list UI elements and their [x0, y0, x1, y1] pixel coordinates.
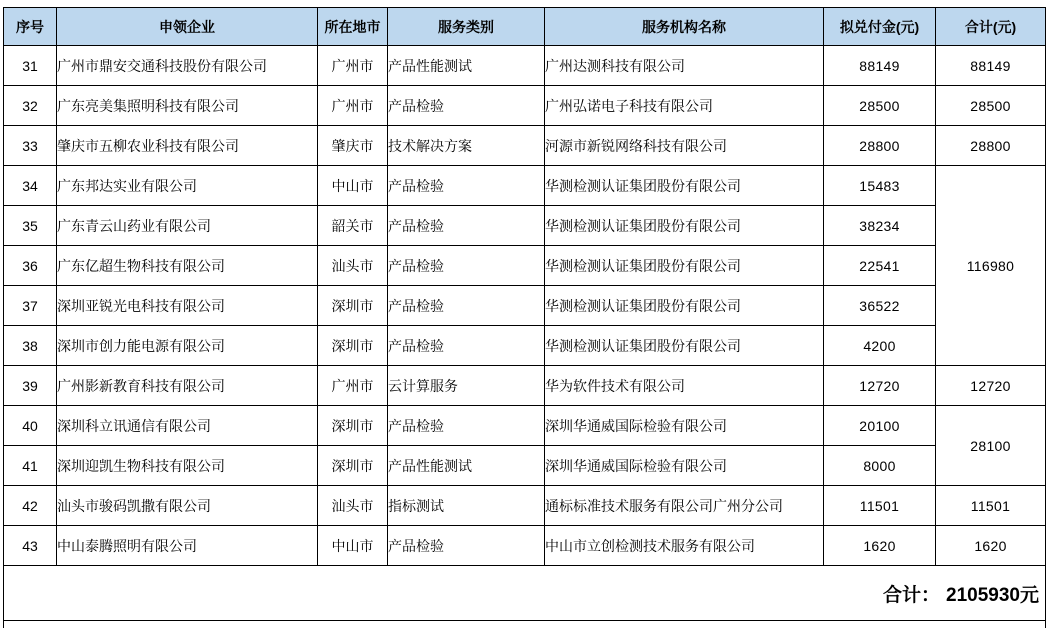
cell-org: 华测检测认证集团股份有限公司: [545, 206, 824, 246]
cell-amount: 1620: [824, 526, 936, 566]
cell-company: 广州影新教育科技有限公司: [57, 366, 318, 406]
cell-total: 11501: [936, 486, 1046, 526]
table-row: [4, 86, 1046, 126]
header-amount: 拟兑付金(元): [824, 8, 936, 46]
cell-org: 华测检测认证集团股份有限公司: [545, 246, 824, 286]
cell-total: 12720: [936, 366, 1046, 406]
header-city: 所在地市: [318, 8, 388, 46]
table-row: [4, 326, 1046, 366]
table-row: [4, 126, 1046, 166]
cell-city: 深圳市: [318, 286, 388, 326]
cell-service: 产品检验: [388, 526, 545, 566]
cell-company: 深圳亚锐光电科技有限公司: [57, 286, 318, 326]
cell-org: 华测检测认证集团股份有限公司: [545, 166, 824, 206]
cell-company: 广东青云山药业有限公司: [57, 206, 318, 246]
cell-no: 39: [4, 366, 57, 406]
cell-no: 35: [4, 206, 57, 246]
cell-company: 广东邦达实业有限公司: [57, 166, 318, 206]
header-no: 序号: [4, 8, 57, 46]
header-row: [4, 8, 1046, 46]
cell-org: 深圳华通威国际检验有限公司: [545, 446, 824, 486]
cell-no: 41: [4, 446, 57, 486]
cell-company: 广州市鼎安交通科技股份有限公司: [57, 46, 318, 86]
cell-company: 汕头市骏码凯撒有限公司: [57, 486, 318, 526]
table-row: [4, 526, 1046, 566]
cell-service: 产品检验: [388, 286, 545, 326]
cell-service: 产品检验: [388, 246, 545, 286]
cell-amount: 88149: [824, 46, 936, 86]
table-row: [4, 406, 1046, 446]
cell-total: 1620: [936, 526, 1046, 566]
cell-city: 深圳市: [318, 326, 388, 366]
cell-company: 深圳市创力能电源有限公司: [57, 326, 318, 366]
cell-org: 华测检测认证集团股份有限公司: [545, 326, 824, 366]
table-row: [4, 366, 1046, 406]
header-org: 服务机构名称: [545, 8, 824, 46]
cell-company: 深圳迎凯生物科技有限公司: [57, 446, 318, 486]
cell-amount: 11501: [824, 486, 936, 526]
grand-total-row: [4, 566, 1046, 621]
cell-org: 河源市新锐网络科技有限公司: [545, 126, 824, 166]
cell-amount: 15483: [824, 166, 936, 206]
cell-org: 广州弘诺电子科技有限公司: [545, 86, 824, 126]
table-row: [4, 166, 1046, 206]
cell-city: 肇庆市: [318, 126, 388, 166]
cell-city: 汕头市: [318, 246, 388, 286]
cell-no: 38: [4, 326, 57, 366]
table-row: [4, 446, 1046, 486]
table-row: [4, 286, 1046, 326]
cell-total: 88149: [936, 46, 1046, 86]
cell-no: 33: [4, 126, 57, 166]
cell-company: 中山泰腾照明有限公司: [57, 526, 318, 566]
cell-company: 肇庆市五柳农业科技有限公司: [57, 126, 318, 166]
table-row: [4, 206, 1046, 246]
cell-city: 广州市: [318, 46, 388, 86]
cell-service: 产品性能测试: [388, 446, 545, 486]
cell-org: 中山市立创检测技术服务有限公司: [545, 526, 824, 566]
cell-no: 32: [4, 86, 57, 126]
cell-city: 韶关市: [318, 206, 388, 246]
cell-total: 28800: [936, 126, 1046, 166]
grand-total-cell: [4, 566, 1046, 621]
grand-total-label: 合计：: [883, 584, 941, 606]
cell-city: 汕头市: [318, 486, 388, 526]
cell-no: 34: [4, 166, 57, 206]
cell-amount: 12720: [824, 366, 936, 406]
cell-amount: 4200: [824, 326, 936, 366]
cell-service: 指标测试: [388, 486, 545, 526]
table-row: [4, 486, 1046, 526]
cell-service: 产品检验: [388, 86, 545, 126]
cell-amount: 28500: [824, 86, 936, 126]
cell-amount: 36522: [824, 286, 936, 326]
cell-city: 中山市: [318, 526, 388, 566]
cell-service: 产品检验: [388, 166, 545, 206]
cell-company: 广东亿超生物科技有限公司: [57, 246, 318, 286]
header-service: 服务类别: [388, 8, 545, 46]
cell-total-merged: 116980: [936, 166, 1046, 366]
cutoff-row: [4, 621, 1046, 628]
cell-org: 广州达测科技有限公司: [545, 46, 824, 86]
cell-city: 中山市: [318, 166, 388, 206]
table-row: [4, 246, 1046, 286]
cell-no: 43: [4, 526, 57, 566]
cell-amount: 20100: [824, 406, 936, 446]
cell-city: 广州市: [318, 86, 388, 126]
cell-service: 产品检验: [388, 326, 545, 366]
voucher-redemption-table: [3, 7, 1046, 628]
cell-city: 深圳市: [318, 406, 388, 446]
cell-amount: 28800: [824, 126, 936, 166]
cell-total-merged: 28100: [936, 406, 1046, 486]
cell-company: 广东亮美集照明科技有限公司: [57, 86, 318, 126]
cell-no: 37: [4, 286, 57, 326]
table-header: [4, 8, 1046, 46]
grand-total-value: 2105930元: [946, 584, 1039, 606]
cell-city: 广州市: [318, 366, 388, 406]
table-row: [4, 46, 1046, 86]
cell-amount: 22541: [824, 246, 936, 286]
cell-org: 华为软件技术有限公司: [545, 366, 824, 406]
cell-no: 42: [4, 486, 57, 526]
cell-city: 深圳市: [318, 446, 388, 486]
cell-service: 产品性能测试: [388, 46, 545, 86]
cell-org: 通标标准技术服务有限公司广州分公司: [545, 486, 824, 526]
cell-no: 36: [4, 246, 57, 286]
header-company: 申领企业: [57, 8, 318, 46]
cell-org: 深圳华通威国际检验有限公司: [545, 406, 824, 446]
table-body: [4, 46, 1046, 628]
cell-no: 40: [4, 406, 57, 446]
cell-service: 云计算服务: [388, 366, 545, 406]
cell-org: 华测检测认证集团股份有限公司: [545, 286, 824, 326]
cell-service: 产品检验: [388, 406, 545, 446]
header-total: 合计(元): [936, 8, 1046, 46]
cell-total: 28500: [936, 86, 1046, 126]
cell-amount: 38234: [824, 206, 936, 246]
cell-service: 产品检验: [388, 206, 545, 246]
cell-no: 31: [4, 46, 57, 86]
cell-amount: 8000: [824, 446, 936, 486]
cell-company: 深圳科立讯通信有限公司: [57, 406, 318, 446]
cell-service: 技术解决方案: [388, 126, 545, 166]
